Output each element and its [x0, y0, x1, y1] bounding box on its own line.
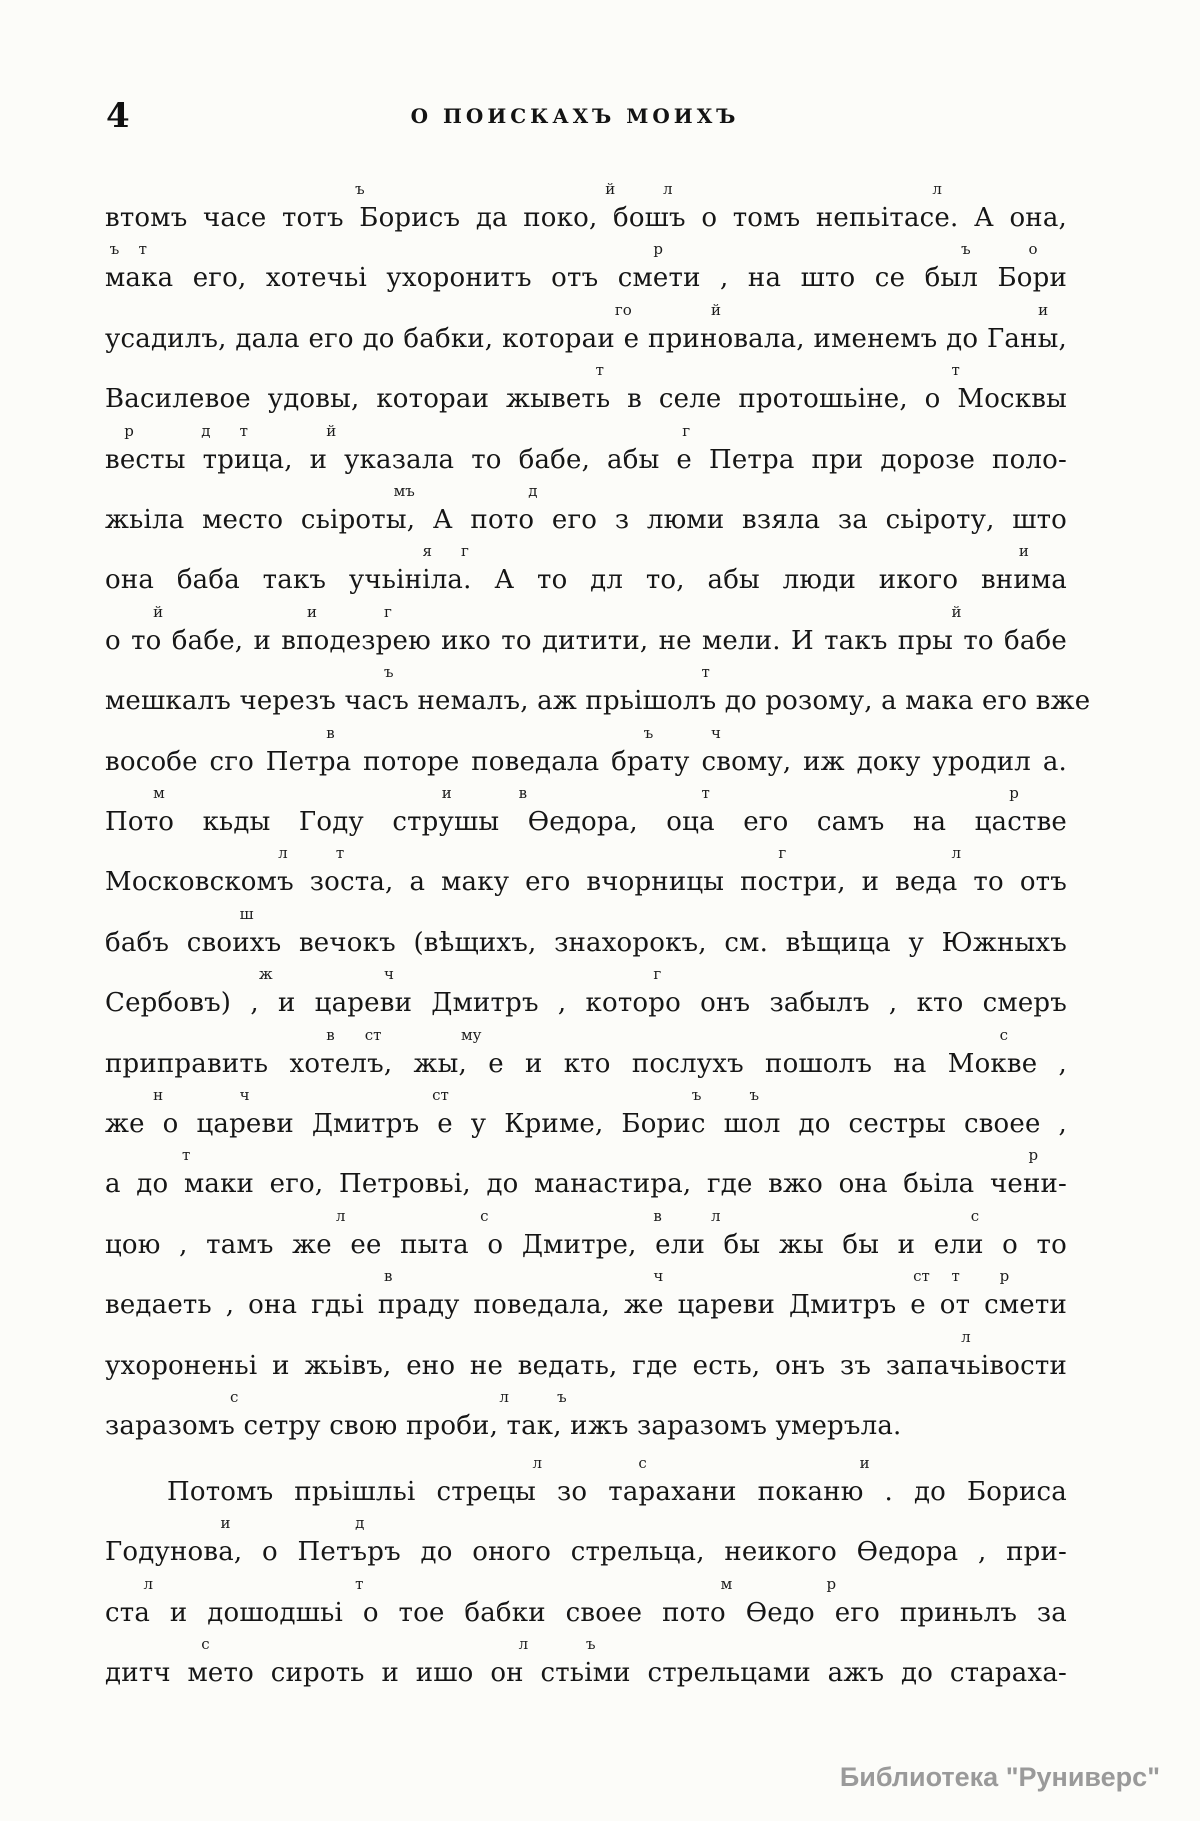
superscript-letter: ъ [586, 1635, 596, 1653]
superscript-letter: го [614, 301, 632, 319]
superscript-letter: т [701, 663, 710, 681]
superscript-letter: й [605, 180, 616, 198]
superscript-letter: л [335, 1207, 346, 1225]
line-main-text: мака его, хотечьі ухоронитъ отъ смети , на што се был Бори [105, 263, 1067, 293]
superscript-letter: м [720, 1575, 733, 1593]
line-main-text: Василевое удовы, котораи жыветь в селе протошьіне, о Москвы [105, 384, 1067, 414]
superscript-letter: с [201, 1635, 210, 1653]
superscript-letter: г [653, 965, 662, 983]
text-line [105, 844, 1067, 899]
superscript-letter: ч [383, 965, 394, 983]
line-main-text: Потомъ прьішльі стрецы зо тарахани поканю . до Бориса [167, 1477, 1067, 1507]
superscript-letter: ъ [643, 724, 654, 742]
superscript-letter: н [153, 1086, 164, 1104]
superscript-letter: л [499, 1388, 509, 1406]
text-line [105, 1575, 1067, 1630]
superscript-letter: ъ [749, 1086, 760, 1104]
line-main-text: жьіла место сьіроты, А пото его з люми взяла за сьіроту, што [105, 505, 1067, 535]
line-main-text: мешкалъ черезъ часъ немалъ, аж прьішолъ до розому, а мака его вже [105, 686, 1091, 716]
line-main-text: бабъ своихъ вечокъ (вѣщихъ, знахорокъ, см. вѣщица у Южныхъ [105, 928, 1067, 958]
line-main-text: ведаеть , она гдьі праду поведала, же цареви Дмитръ е от смети [105, 1290, 1067, 1320]
superscript-letter: т [701, 784, 710, 802]
text-line [105, 542, 1067, 597]
superscript-letter: ч [239, 1086, 250, 1104]
superscript-letter: т [239, 422, 248, 440]
superscript-letter: с [999, 1026, 1009, 1044]
superscript-letter: г [778, 844, 787, 862]
superscript-letter: л [278, 844, 288, 862]
library-watermark: Библиотека "Руниверс" [839, 1762, 1160, 1792]
superscript-letter: й [711, 301, 722, 319]
text-line [105, 361, 1067, 416]
superscript-letter: й [326, 422, 337, 440]
superscript-letter: ш [239, 905, 254, 923]
line-main-text: Сербовъ) , и цареви Дмитръ , которо онъ забылъ , кто смеръ [105, 988, 1067, 1018]
text-line [105, 663, 1091, 718]
superscript-letter: т [355, 1575, 364, 1593]
text-line [105, 905, 1067, 960]
superscript-letter: ч [711, 724, 721, 742]
superscript-letter: ст [364, 1026, 382, 1044]
line-main-text: заразомъ сетру свою проби, так, ижъ заразомъ умеръла. [105, 1411, 902, 1441]
superscript-letter: и [1018, 542, 1029, 560]
line-main-text: ухороненьі и жьівъ, ено не ведать, где есть, онъ зъ запачьівости [105, 1351, 1067, 1381]
superscript-letter: в [653, 1207, 662, 1225]
superscript-letter: т [138, 240, 147, 258]
line-main-text: она баба такъ учьініла. А то дл то, абы люди икого внима [105, 565, 1067, 595]
line-main-text: вособе сго Петра поторе поведала брату свому, иж доку уродил а. [105, 747, 1067, 777]
superscript-letter: и [220, 1514, 231, 1532]
page-number: 4 [106, 96, 130, 136]
superscript-letter: с [970, 1207, 980, 1225]
superscript-letter: г [383, 603, 392, 621]
line-main-text: приправить хотелъ, жы, е и кто послухъ пошолъ на Мокве , [105, 1049, 1067, 1079]
superscript-letter: му [460, 1026, 482, 1044]
text-line [105, 603, 1067, 658]
superscript-letter: ъ [355, 180, 365, 198]
superscript-letter: т [951, 1267, 960, 1285]
superscript-letter: л [143, 1575, 153, 1593]
superscript-letter: л [711, 1207, 721, 1225]
running-header: О ПОИСКАХЪ МОИХЪ [410, 104, 740, 128]
superscript-letter: в [326, 1026, 335, 1044]
superscript-letter: и [1038, 301, 1049, 319]
text-line [105, 965, 1067, 1020]
superscript-letter: д [201, 422, 211, 440]
line-main-text: а до маки его, Петровьі, до манастира, где вжо она бьіла чени- [105, 1169, 1067, 1199]
superscript-letter: с [638, 1454, 647, 1472]
text-line [105, 1454, 1067, 1509]
superscript-letter: ъ [383, 663, 394, 681]
superscript-letter: о [1028, 240, 1038, 258]
superscript-letter: р [1028, 1146, 1039, 1164]
text-line [105, 482, 1067, 537]
text-line [105, 784, 1067, 839]
superscript-letter: ъ [691, 1086, 702, 1104]
line-main-text: Годунова, о Петъръ до оного стрельца, неикого Ѳедора , при- [105, 1537, 1067, 1567]
superscript-letter: д [355, 1514, 365, 1532]
text-line [105, 1146, 1067, 1201]
superscript-letter: я [422, 542, 432, 560]
superscript-letter: т [181, 1146, 191, 1164]
line-main-text: же о цареви Дмитръ е у Криме, Борис шол до сестры своее , [105, 1109, 1067, 1139]
superscript-letter: т [335, 844, 345, 862]
text-line [105, 1026, 1067, 1081]
superscript-letter: с [480, 1207, 489, 1225]
text-line [105, 1207, 1067, 1262]
superscript-letter: й [951, 603, 962, 621]
superscript-letter: ъ [109, 240, 120, 258]
text-line [105, 240, 1067, 295]
superscript-letter: и [441, 784, 452, 802]
superscript-letter: в [326, 724, 335, 742]
superscript-letter: с [230, 1388, 239, 1406]
superscript-letter: т [951, 361, 960, 379]
superscript-letter: ст [913, 1267, 930, 1285]
text-line [105, 724, 1067, 779]
superscript-letter: г [682, 422, 691, 440]
superscript-letter: ж [258, 965, 273, 983]
line-main-text: весты трица, и указала то бабе, абы е Петра при дорозе поло- [105, 445, 1067, 475]
superscript-letter: ст [432, 1086, 449, 1104]
line-main-text: ста и дошодшьі о тое бабки своее пото Ѳедо его приньлъ за [105, 1598, 1067, 1628]
superscript-letter: ъ [557, 1388, 567, 1406]
text-line [105, 1514, 1067, 1569]
superscript-letter: л [961, 1328, 971, 1346]
line-main-text: дитч мето сироть и ишо он стьіми стрельцами ажъ до стараха- [105, 1658, 1067, 1688]
text-line [105, 422, 1067, 477]
text-line [105, 1635, 1067, 1690]
superscript-letter: л [532, 1454, 543, 1472]
superscript-letter: р [124, 422, 134, 440]
superscript-letter: р [999, 1267, 1010, 1285]
superscript-letter: м [153, 784, 165, 802]
line-main-text: цою , тамъ же ее пыта о Дмитре, ели бы жы бы и ели о то [105, 1230, 1067, 1260]
superscript-letter: л [662, 180, 673, 198]
superscript-letter: т [595, 361, 604, 379]
superscript-letter: л [932, 180, 942, 198]
superscript-letter: ч [653, 1267, 664, 1285]
superscript-letter: р [653, 240, 663, 258]
superscript-letter: г [460, 542, 469, 560]
line-main-text: Пото кьды Году струшы Ѳедора, оца его самъ на цастве [105, 807, 1067, 837]
superscript-letter: л [518, 1635, 529, 1653]
superscript-letter: р [1009, 784, 1019, 802]
superscript-letter: д [528, 482, 538, 500]
superscript-letter: и [859, 1454, 870, 1472]
line-main-text: о то бабе, и вподезрею ико то дитити, не мели. И такъ пры то бабе [105, 626, 1067, 656]
text-line [105, 301, 1067, 356]
superscript-letter: в [383, 1267, 393, 1285]
line-main-text: Московскомъ зоста, а маку его вчорницы постри, и веда то отъ [105, 867, 1067, 897]
superscript-letter: ъ [961, 240, 971, 258]
line-main-text: втомъ часе тотъ Борисъ да поко, бошъ о томъ непьітасе. А она, [105, 203, 1067, 233]
line-main-text: усадилъ, дала его до бабки, котораи е приновала, именемъ до Ганы, [105, 324, 1067, 354]
text-line [105, 1267, 1067, 1322]
superscript-letter: р [826, 1575, 837, 1593]
superscript-letter: л [951, 844, 962, 862]
text-line [105, 1328, 1067, 1383]
superscript-letter: й [153, 603, 164, 621]
superscript-letter: мъ [393, 482, 415, 500]
text-line [105, 1388, 1067, 1443]
superscript-letter: и [307, 603, 318, 621]
text-line [105, 180, 1067, 235]
text-line [105, 1086, 1067, 1141]
superscript-letter: в [518, 784, 528, 802]
